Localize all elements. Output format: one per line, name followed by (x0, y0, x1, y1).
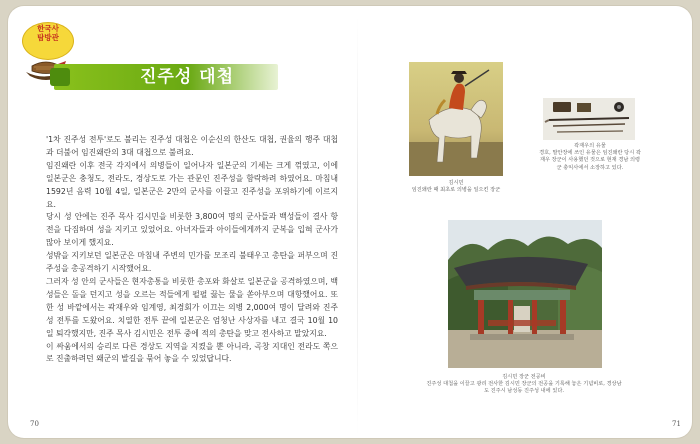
pavilion-photo (448, 220, 602, 368)
weapons-caption-text: 경호, 말안장에 쓰인 유물은 임진왜란 당시 곽재우 장군이 사용했던 것으로 현재 경남 의령군 충익사에서 소장하고 있다. (539, 150, 641, 171)
weapons-caption (538, 143, 642, 172)
statue-caption-text: 임진왜란 때 최초로 의병을 일으킨 장군 (411, 187, 501, 194)
page-number-left: 70 (30, 420, 39, 428)
equestrian-statue-image (409, 62, 503, 176)
logo-text (26, 24, 70, 42)
logo-text-line2: 탐방관 (37, 33, 59, 42)
memorial-pavilion-image (448, 220, 602, 368)
statue-photo (409, 62, 503, 176)
logo-text-line1: 한국사 (37, 24, 59, 33)
paragraph: '1차 진주성 전투'로도 불리는 진주성 대첩은 이순신의 한산도 대첩, 권율의 행주 대첩과 더불어 임진왜란의 3대 대첩으로 불려요. (46, 135, 338, 157)
paragraph: 그러자 성 안의 군사들은 현자총통을 비롯한 총포와 화살로 일본군을 공격하였으며, 백성들은 돌을 던지고 성을 오르는 적들에게 펄펄 끓는 물을 쏟아부으며 대항했어요. 또한 성 바깥에서는 곽재우와 임계영, 최경회가 이끄는 의병 2,000여 명이 달려와 진주성 전투를 도왔어요. 치열한 전투 끝에 일본군은 엄청난 사상자를 내고 결국 10월 10일 퇴각했지만, 진주 목사 김시민은 전투 중에 적의 총탄을 맞고 전사하고 말았지요. (46, 276, 338, 338)
statue-caption (394, 180, 518, 194)
relics-image (543, 98, 635, 140)
paragraph: 당시 성 안에는 진주 목사 김시민을 비롯한 3,800여 명의 군사들과 백성들이 결사 항전을 다짐하며 성을 지키고 있었어요. 아녀자들과 아이들에게까지 군복을 입혀 군사가 많아 보이게 했지요. (46, 212, 338, 248)
page-number-right: 71 (672, 420, 681, 428)
page-title: 진주성 대첩 (140, 67, 235, 87)
article-body (46, 134, 338, 366)
weapons-caption-title: 곽재우의 유물 (574, 143, 606, 149)
page-gutter (357, 16, 358, 436)
paragraph: 임진왜란 이후 전국 각지에서 의병들이 일어나자 일본군의 기세는 크게 꺾였고, 이에 일본군은 충청도, 전라도, 경상도로 가는 관문인 진주성을 함락하려 하였어요. 마침내 1592년 음력 10월 4일, 일본군은 2만의 군사를 이끌고 진주성을 포위하기에 이르지요. (46, 160, 338, 209)
pavilion-caption-title: 김시민 장군 전공비 (502, 374, 546, 380)
weapons-photo (543, 98, 635, 140)
book-spread (8, 6, 692, 438)
statue-caption-title: 김시민 (448, 180, 464, 186)
paragraph: 성밖을 지키보던 일본군은 마침내 주변의 민가를 모조리 불태우고 총탄을 퍼부으며 진주성을 총공격하기 시작했어요. (46, 251, 338, 274)
title-banner (54, 64, 278, 90)
paragraph: 이 싸움에서의 승리로 다른 경상도 지역을 지켰을 뿐 아니라, 곡창 지대인 전라도 쪽으로 진출하려던 왜군의 발길을 묶어 놓을 수 있었답니다. (46, 341, 338, 364)
pavilion-caption (424, 374, 624, 396)
pavilion-caption-text: 진주성 대첩을 이끌고 광리 전사한 김시민 장군의 전공을 기록해 놓은 기념비로, 경상남도 진주시 남성동 진주성 내에 있다. (426, 381, 622, 395)
